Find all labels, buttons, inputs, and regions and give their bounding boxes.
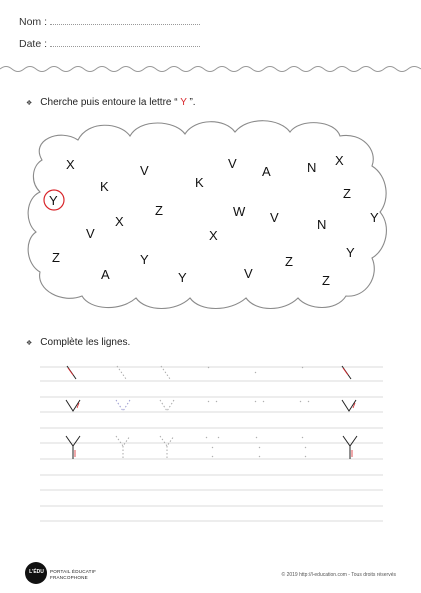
cloud-letter: Y bbox=[178, 270, 187, 285]
dot bbox=[308, 401, 309, 402]
cloud-letter: A bbox=[101, 267, 110, 282]
dot bbox=[212, 447, 213, 448]
cloud-letter: Z bbox=[285, 254, 293, 269]
instruction-text: Complète les lignes. bbox=[40, 337, 131, 348]
dot bbox=[208, 367, 209, 368]
cloud-letter: K bbox=[195, 175, 204, 190]
dot bbox=[255, 401, 256, 402]
cloud-letter: N bbox=[317, 217, 327, 232]
dotted-y bbox=[160, 436, 174, 446]
cloud-letter: K bbox=[100, 179, 109, 194]
cloud-letter: Y bbox=[140, 252, 149, 267]
dot bbox=[206, 437, 207, 438]
red-arrow bbox=[343, 368, 348, 375]
cloud-letter: X bbox=[335, 153, 344, 168]
dot bbox=[305, 456, 306, 457]
dotted-v bbox=[116, 400, 130, 411]
dot bbox=[259, 456, 260, 457]
dotted-stroke bbox=[161, 366, 170, 379]
cloud-letter: Y bbox=[346, 245, 355, 260]
dot bbox=[302, 367, 303, 368]
dotted-v bbox=[160, 400, 174, 411]
brand-line-2: FRANCOPHONE bbox=[50, 574, 88, 580]
dot bbox=[216, 401, 217, 402]
dot bbox=[208, 401, 209, 402]
cloud-letter: V bbox=[140, 163, 149, 178]
cloud-letter: V bbox=[86, 226, 95, 241]
cloud-letter: Z bbox=[343, 186, 351, 201]
dot bbox=[256, 437, 257, 438]
date-label: Date : bbox=[19, 38, 48, 50]
dot bbox=[302, 437, 303, 438]
trace-row-2 bbox=[66, 400, 356, 411]
cloud-letter: V bbox=[244, 266, 253, 281]
brand-block bbox=[50, 569, 96, 581]
cloud-letter: Y bbox=[370, 210, 379, 225]
writing-lines bbox=[40, 367, 383, 521]
cloud-letter-answer: Y bbox=[49, 193, 58, 208]
cloud-letter: X bbox=[115, 214, 124, 229]
target-letter: Y bbox=[180, 97, 187, 108]
trace-row-3 bbox=[66, 436, 357, 459]
instruction-text-before: Cherche puis entoure la lettre “ bbox=[40, 97, 181, 108]
red-arrow bbox=[68, 368, 73, 375]
brand-line-1: PORTAIL ÉDUCATIF bbox=[50, 569, 97, 574]
instruction-text-after: ”. bbox=[186, 97, 196, 108]
cloud-letter: X bbox=[209, 228, 218, 243]
dot bbox=[218, 437, 219, 438]
double-chevron-right-icon: ❖ bbox=[26, 100, 33, 107]
dot bbox=[212, 456, 213, 457]
wavy-separator bbox=[0, 67, 421, 72]
dot bbox=[259, 447, 260, 448]
trace-row-1 bbox=[67, 366, 351, 379]
dot bbox=[305, 447, 306, 448]
model-y bbox=[66, 436, 80, 446]
name-label: Nom : bbox=[19, 16, 48, 28]
cloud-letter: V bbox=[228, 156, 237, 171]
dotted-y bbox=[116, 436, 130, 446]
copyright-text: © 2019 http://l-education.com - Tous droits réservés bbox=[281, 572, 396, 578]
exercise-1-instruction bbox=[26, 97, 196, 108]
double-chevron-right-icon: ❖ bbox=[26, 340, 33, 347]
cloud-letter: V bbox=[270, 210, 279, 225]
cloud-letter: N bbox=[307, 160, 317, 175]
dot bbox=[255, 372, 256, 373]
cloud-letter: Z bbox=[322, 273, 330, 288]
logo-text: L'ÉDU bbox=[29, 569, 44, 575]
cloud-letter: A bbox=[262, 164, 271, 179]
model-y bbox=[343, 436, 357, 446]
dot bbox=[263, 401, 264, 402]
cloud-letter: Z bbox=[52, 250, 60, 265]
cloud-letter: W bbox=[233, 204, 246, 219]
exercise-2-instruction bbox=[26, 337, 130, 348]
dotted-stroke bbox=[117, 366, 126, 379]
cloud-letter: X bbox=[66, 157, 75, 172]
cloud-letter: Z bbox=[155, 203, 163, 218]
dot bbox=[300, 401, 301, 402]
letter-cloud bbox=[28, 121, 386, 309]
